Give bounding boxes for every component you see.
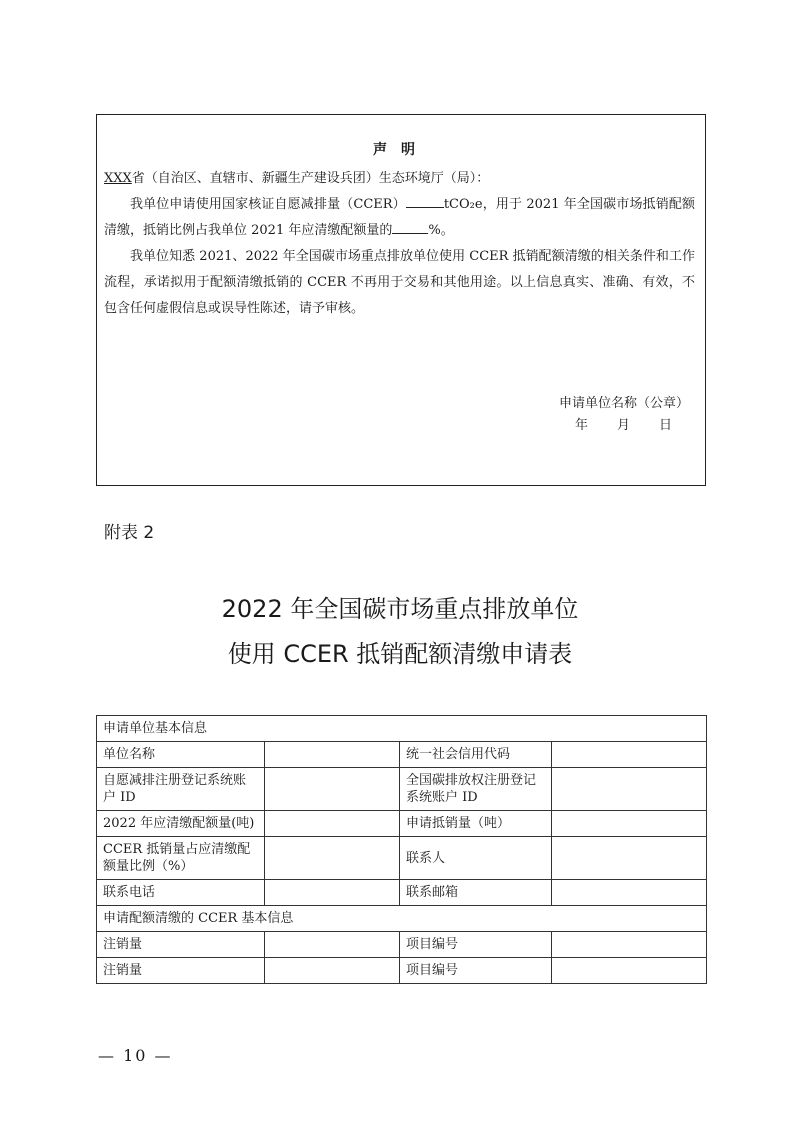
declaration-paragraph-2: 我单位知悉 2021、2022 年全国碳市场重点排放单位使用 CCER 抵销配额清缴的相关条件和工作流程，承诺拟用于配额清缴抵销的 CCER 不再用于交易和其他用途。以上信息真实、准确、有效，不包含任何虚假信息或误导性陈述，请予审核。 xyxy=(104,249,695,316)
blank-ratio[interactable] xyxy=(392,219,428,234)
table-row xyxy=(97,742,707,768)
input-project-no-1[interactable] xyxy=(552,932,707,958)
label-ccer-account: 自愿减排注册登记系统账户 ID xyxy=(97,768,265,811)
label-project-no-1: 项目编号 xyxy=(400,932,552,958)
table-row xyxy=(97,837,707,880)
input-ccer-account[interactable] xyxy=(265,768,400,811)
input-ratio[interactable] xyxy=(265,837,400,880)
input-credit-code[interactable] xyxy=(552,742,707,768)
signature-block xyxy=(559,393,689,437)
input-phone[interactable] xyxy=(265,880,400,906)
declaration-body xyxy=(104,166,695,322)
table-row xyxy=(97,932,707,958)
input-unit-name[interactable] xyxy=(265,742,400,768)
label-email: 联系邮箱 xyxy=(400,880,552,906)
label-quota-2022: 2022 年应清缴配额量(吨) xyxy=(97,811,265,837)
form-title-line-1: 2022 年全国碳市场重点排放单位 xyxy=(221,595,579,623)
label-cancel-amount-1: 注销量 xyxy=(97,932,265,958)
label-ratio: CCER 抵销量占应清缴配额量比例（%） xyxy=(97,837,265,880)
form-title-line-2: 使用 CCER 抵销配额清缴申请表 xyxy=(227,640,573,668)
input-apply-amount[interactable] xyxy=(552,811,707,837)
table-row xyxy=(97,906,707,932)
label-credit-code: 统一社会信用代码 xyxy=(400,742,552,768)
page-number: — 10 — xyxy=(98,1046,173,1065)
blank-amount[interactable] xyxy=(406,193,444,208)
table-row xyxy=(97,880,707,906)
input-cancel-amount-2[interactable] xyxy=(265,958,400,984)
table-row xyxy=(97,768,707,811)
input-carbon-account[interactable] xyxy=(552,768,707,811)
label-carbon-account: 全国碳排放权注册登记系统账户 ID xyxy=(400,768,552,811)
input-email[interactable] xyxy=(552,880,707,906)
input-cancel-amount-1[interactable] xyxy=(265,932,400,958)
input-project-no-2[interactable] xyxy=(552,958,707,984)
label-project-no-2: 项目编号 xyxy=(400,958,552,984)
input-quota-2022[interactable] xyxy=(265,811,400,837)
table-row xyxy=(97,958,707,984)
label-contact: 联系人 xyxy=(400,837,552,880)
application-form-table xyxy=(96,715,707,984)
declaration-addressee: XXX省（自治区、直辖市、新疆生产建设兵团）生态环境厅（局）： xyxy=(104,171,490,186)
label-phone: 联系电话 xyxy=(97,880,265,906)
section-ccer-info: 申请配额清缴的 CCER 基本信息 xyxy=(97,906,707,932)
form-title xyxy=(0,587,800,677)
declaration-box xyxy=(96,114,706,486)
label-unit-name: 单位名称 xyxy=(97,742,265,768)
declaration-paragraph-1: 我单位申请使用国家核证自愿减排量（CCER） tCO₂e，用于 2021 年全国碳市场抵销配额清缴，抵销比例占我单位 2021 年应清缴配额量的 %。 xyxy=(104,192,695,244)
section-applicant-info: 申请单位基本信息 xyxy=(97,716,707,742)
label-apply-amount: 申请抵销量（吨） xyxy=(400,811,552,837)
addressee-prefix: XXX xyxy=(104,171,132,186)
input-contact[interactable] xyxy=(552,837,707,880)
declaration-title: 声明 xyxy=(373,142,429,158)
table-row xyxy=(97,811,707,837)
signature-date: 年 月 日 xyxy=(574,418,674,433)
attachment-label: 附表 2 xyxy=(104,523,155,543)
label-cancel-amount-2: 注销量 xyxy=(97,958,265,984)
applicant-seal-label: 申请单位名称（公章） xyxy=(558,396,689,411)
table-row xyxy=(97,716,707,742)
